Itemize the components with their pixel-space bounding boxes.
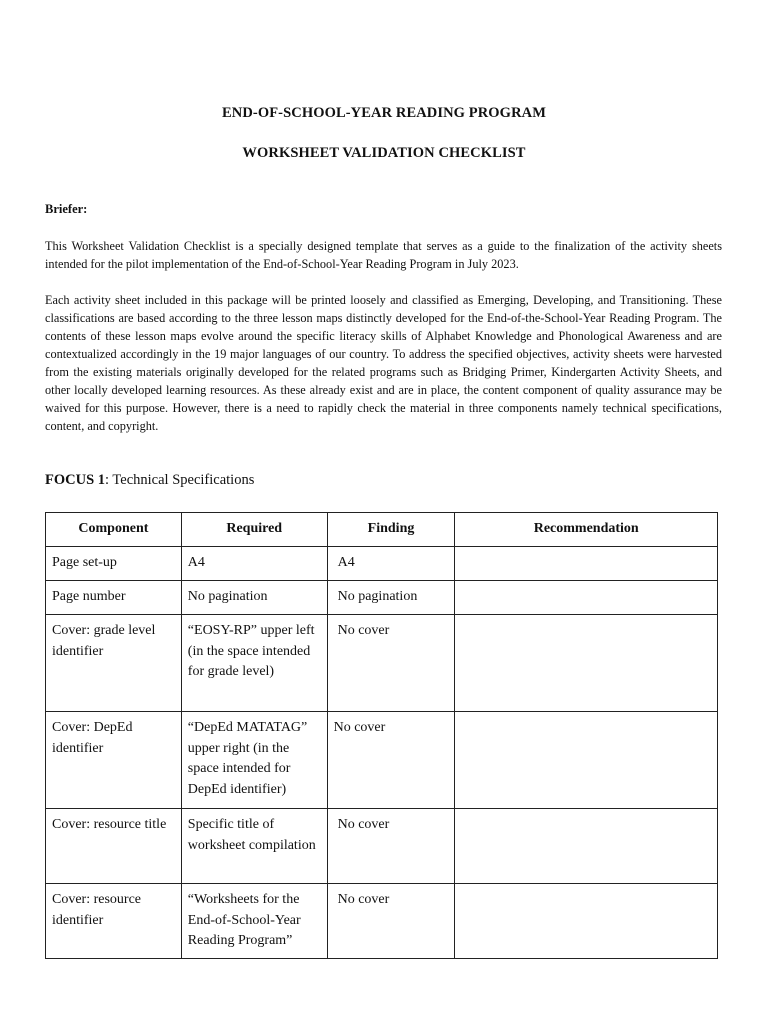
cell-finding: No cover	[327, 809, 455, 884]
cell-recommendation	[455, 581, 718, 615]
cell-recommendation	[455, 809, 718, 884]
table-row	[46, 547, 718, 581]
cell-finding: No cover	[327, 884, 455, 959]
header-finding: Finding	[327, 513, 455, 547]
focus-text: : Technical Specifications	[105, 472, 255, 488]
table-row	[46, 809, 718, 884]
document-subtitle: WORKSHEET VALIDATION CHECKLIST	[242, 145, 526, 161]
cell-required: A4	[181, 547, 327, 581]
cell-recommendation	[455, 547, 718, 581]
cell-required: “Worksheets for the End-of-School-Year Reading Program”	[181, 884, 327, 959]
cell-required: “EOSY-RP” upper left (in the space intended for grade level)	[181, 615, 327, 712]
cell-recommendation	[455, 615, 718, 712]
table-header-row	[46, 513, 718, 547]
briefer-paragraph-2: Each activity sheet included in this package will be printed loosely and classified as Emerging, Developing, and Transitioning. These classifications are based according to the three lesson maps distinctly developed for the End-of-the-School-Year Reading Program. The contents of these lesson maps evolve around the specific literacy skills of Alphabet Knowledge and Phonological Awareness and are contextualized accordingly in the 19 major languages of our country. To address the specified objectives, activity sheets were harvested from the existing materials originally developed for the related programs such as Bridging Primer, Kindergarten Activity Sheets, and other locally developed learning resources. As these already exist and are in place, the content component of quality assurance may be waived for this purpose. However, there is a need to rapidly check the material in three components namely technical specifications, content, and copyright.	[45, 293, 722, 433]
cell-recommendation	[455, 712, 718, 809]
cell-component: Page number	[46, 581, 182, 615]
cell-recommendation	[455, 884, 718, 959]
header-required: Required	[181, 513, 327, 547]
cell-finding: No cover	[327, 615, 455, 712]
cell-component: Page set-up	[46, 547, 182, 581]
table-row	[46, 884, 718, 959]
header-component: Component	[46, 513, 182, 547]
cell-required: Specific title of worksheet compilation	[181, 809, 327, 884]
technical-specifications-table	[45, 512, 718, 959]
focus-heading	[45, 472, 254, 489]
cell-component: Cover: grade level identifier	[46, 615, 182, 712]
table-row	[46, 615, 718, 712]
table-row	[46, 581, 718, 615]
cell-component: Cover: resource identifier	[46, 884, 182, 959]
cell-component: Cover: DepEd identifier	[46, 712, 182, 809]
cell-finding: No cover	[327, 712, 455, 809]
cell-required: No pagination	[181, 581, 327, 615]
cell-required: “DepEd MATATAG” upper right (in the space intended for DepEd identifier)	[181, 712, 327, 809]
briefer-paragraph-1: This Worksheet Validation Checklist is a specially designed template that serves as a guide to the finalization of the activity sheets intended for the pilot implementation of the End-of-School-Year Reading Program in July 2023.	[45, 239, 722, 271]
header-recommendation: Recommendation	[455, 513, 718, 547]
cell-component: Cover: resource title	[46, 809, 182, 884]
document-title: END-OF-SCHOOL-YEAR READING PROGRAM	[221, 105, 546, 121]
table-row	[46, 712, 718, 809]
cell-finding: A4	[327, 547, 455, 581]
cell-finding: No pagination	[327, 581, 455, 615]
focus-label: FOCUS 1	[45, 472, 106, 488]
briefer-label: Briefer:	[45, 202, 88, 216]
